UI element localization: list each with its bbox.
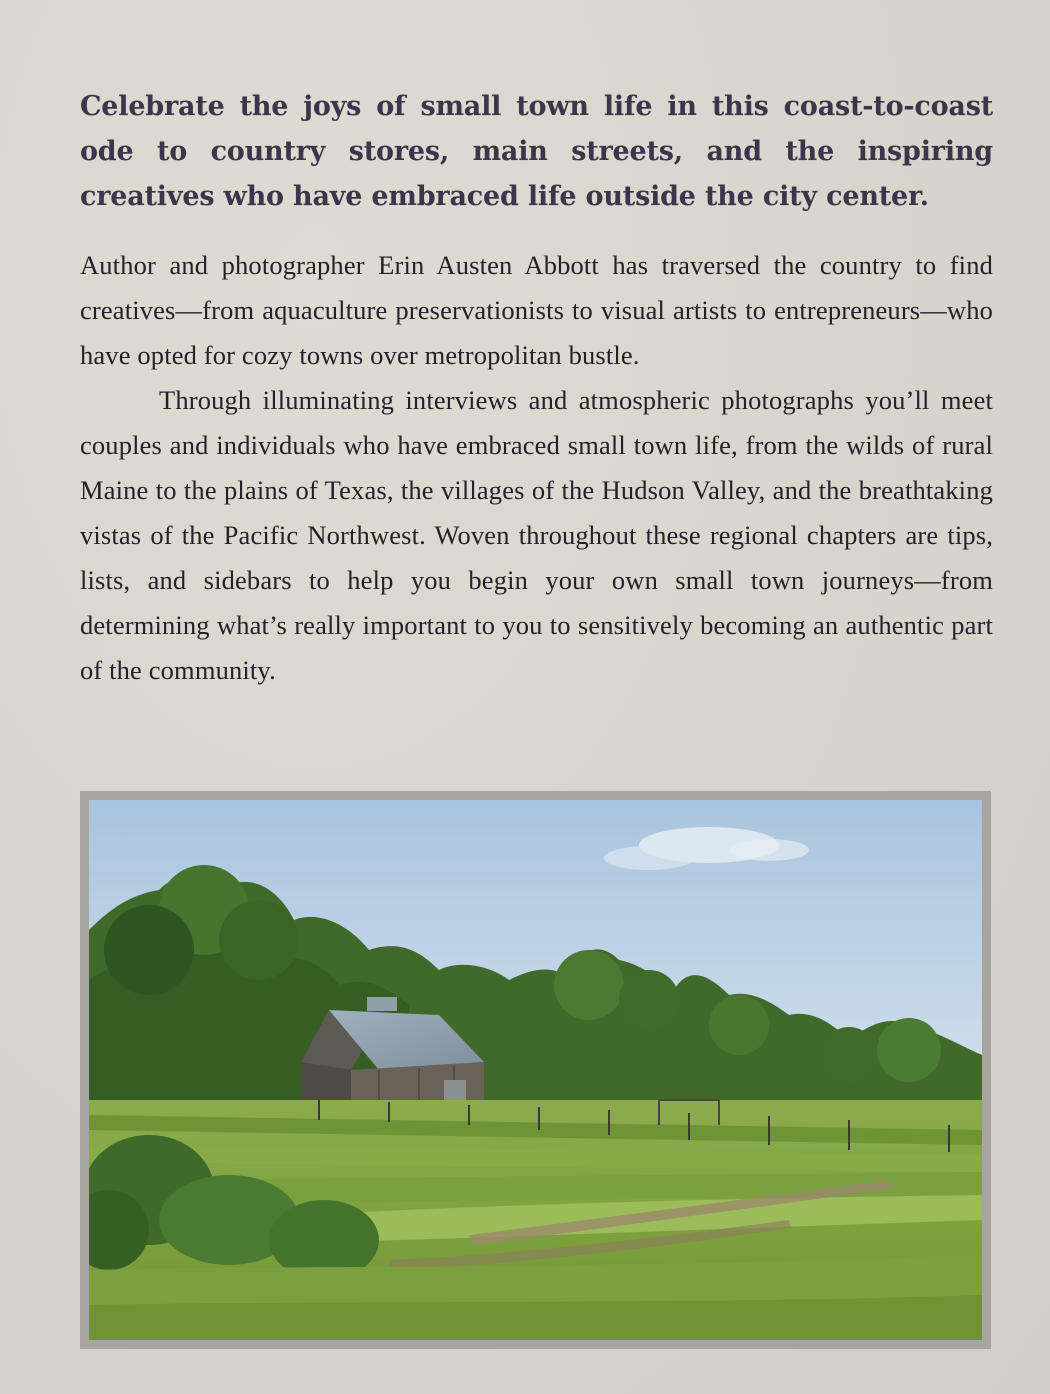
lede-paragraph: Celebrate the joys of small town life in this coast-to-coast ode to country stores, main streets, and the inspiring creatives who have embraced life outside the city center.	[80, 91, 993, 212]
description-paragraph: Through illuminating interviews and atmospheric photographs you’ll meet couples and individuals who have embraced small town life, from the wilds of rural Maine to the plains of Texas, the villages of the Hudson Valley, and the breathtaking vistas of the Pacific Northwest. Woven throughout these regional chapters are tips, lists, and sidebars to help you begin your own small town journeys—from determining what’s really important to you to sensitively becoming an authentic part of the community.	[80, 385, 993, 685]
description-text	[80, 243, 993, 693]
farm-photo	[89, 800, 982, 1340]
photo-frame	[80, 791, 991, 1349]
description-paragraph: Author and photographer Erin Austen Abbott has traversed the country to find creatives—from aquaculture preservationists to visual artists to entrepreneurs—who have opted for cozy towns over metropolitan bustle.	[80, 250, 993, 370]
